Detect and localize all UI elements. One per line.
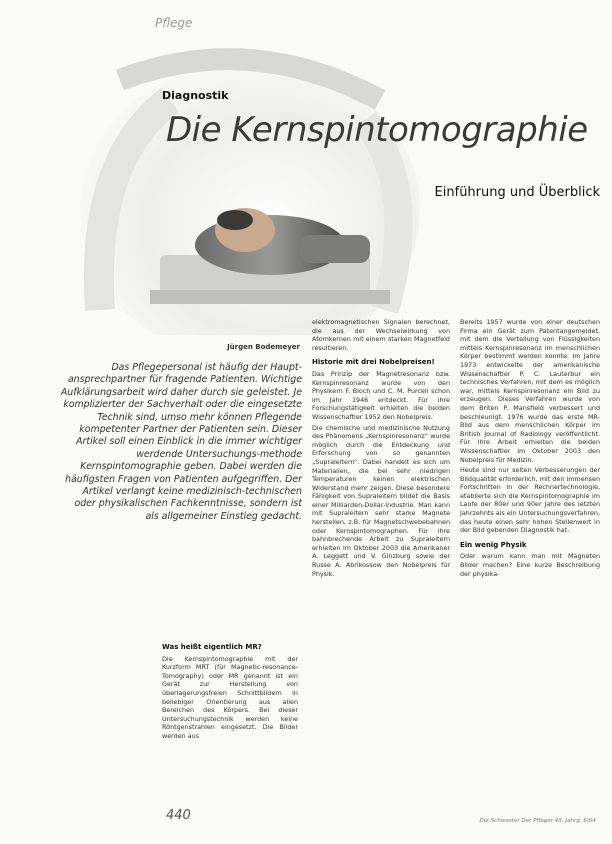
heading-physics: Ein wenig Physik (460, 540, 527, 549)
heading-history: Historie mit drei Nobelpreisen! (312, 358, 435, 367)
paragraph: Das Prinzip der Magnetresonanz bzw. Kernspinresonanz wurde von den Physikern F. Bloch und C. M. Purcell schon im Jahr 1946 entdeckt. Für ihre Forschungstätigkeit erhielten die beiden Wissenschaftler 1952 den Nobelpreis. (312, 369, 450, 421)
paragraph: Heute sind nur selten Verbesserungen der Bildqualität erforderlich, mit den immensen Fortschritten in der Rechnertechnologie, etablierte sich die Kernspintomographie im Laufe der 80er und 90er Jahre des letzten Jahrzehnts als ein Untersuchungsverfahren, das heute einen sehr hohen Stellenwert in der Bild gebenden Diagnostik hat. (460, 466, 600, 535)
lead-paragraph: Das Pflegepersonal ist häufig der Haupt-ansprechpartner für fragende Patienten. Wichtige Aufklärungsarbeit wird daher durch sie geleistet. Je komplizierter der Sachverhalt oder die eingesetzte Technik sind, umso mehr können Pflegende kompetenter Partner der Patienten sein. Dieser Artikel soll einen Einblick in die immer wichtiger werdende Untersuchungs-methode Kernspintomographie geben. Dabei werden die häufigsten Fragen von Patienten aufgegriffen. Der Artikel verlangt keine medizinisch-technischen oder physikalischen Fachkenntnisse, sondern ist als allgemeiner Einstieg gedacht. (60, 362, 302, 522)
paragraph: Die Kernspintomographie mit der Kurzform MRT (für Magnetic-resonance-Tomography) oder MR genannt ist ein Gerät zur Herstellung von überlagerungsfreien Schnittbildern in beliebiger Orientierung aus allen Bereichen des Körpers. Bei dieser Untersuchungstechnik werden keine Röntgenstrahlen eingesetzt. Die Bilder werden aus (162, 654, 298, 740)
section-tag: Pflege (155, 16, 193, 30)
page-number: 440 (166, 808, 191, 823)
article-title: Die Kernspintomographie (166, 110, 588, 150)
paragraph: elektromagnetischen Signalen berechnet, die aus der Wechselwirkung von Atomkernen mit einem starken Magnetfeld resultieren. (312, 318, 450, 352)
author: Jürgen Bodemeyer (227, 343, 300, 351)
article-subtitle: Einführung und Überblick (434, 185, 600, 200)
paragraph: Bereits 1957 wurde von einer deutschen Firma ein Gerät zum Patentangemeldet, mit dem die Verteilung von Flüssigkeiten mittels Kernspinresonanz im menschlichen Körper bestimmt werden konnte. Im Jahre 1973 entwickelte der amerikanische Wissenschaftler P. C. Lauterbur ein technisches Verfahren, mit dem es möglich war, mittels Kernspinresonanz ein Bild zu erzeugen. Dieses Verfahren wurde von dem Briten P. Mansfield verbessert und beschleunigt. 1976 wurde das erste MR-Bild aus dem menschlichen Körper im British Journal of Radiology veröffentlicht. Für ihre Arbeit erhielten die beiden Wissenschaftler im Oktober 2003 den Nobelpreis für Medizin. (460, 318, 600, 464)
column-1 (162, 637, 298, 743)
footer-citation: Die Schwester Der Pfleger 43. Jahrg. 6/04 (479, 818, 596, 824)
heading-mr: Was heißt eigentlich MR? (162, 643, 262, 651)
kicker: Diagnostik (162, 89, 229, 102)
column-2 (312, 318, 450, 580)
column-3 (460, 318, 600, 580)
paragraph: Oder warum kann man mit Magneten Bilder machen? Eine kurze Beschreibung der physika- (460, 552, 600, 578)
paragraph: Die chemische und medizinische Nutzung des Phänomens „Kernspinresonanz“ wurde möglich durch die Entdeckung und Erforschung von so genannten „Supraleitern“. Dabei handelt es sich um Materialien, die bei sehr niedrigen Temperaturen keinen elektrischen Widerstand mehr zeigen. Diese besondere Fähigkeit von Supraleitern bildet die Basis einer Milliarden-Dollar-Industrie. Man kann mit Supraleitern sehr starke Magnete herstellen, z.B. für Magnetschwebebahnen oder Kernspintomographen. Für ihre bahnbrechende Arbeit zu Supraleitern erhielten im Oktober 2003 die Amerikaner A. Leggett und V. Ginzburg sowie der Russe A. Abrikossow den Nobelpreis für Physik. (312, 423, 450, 578)
